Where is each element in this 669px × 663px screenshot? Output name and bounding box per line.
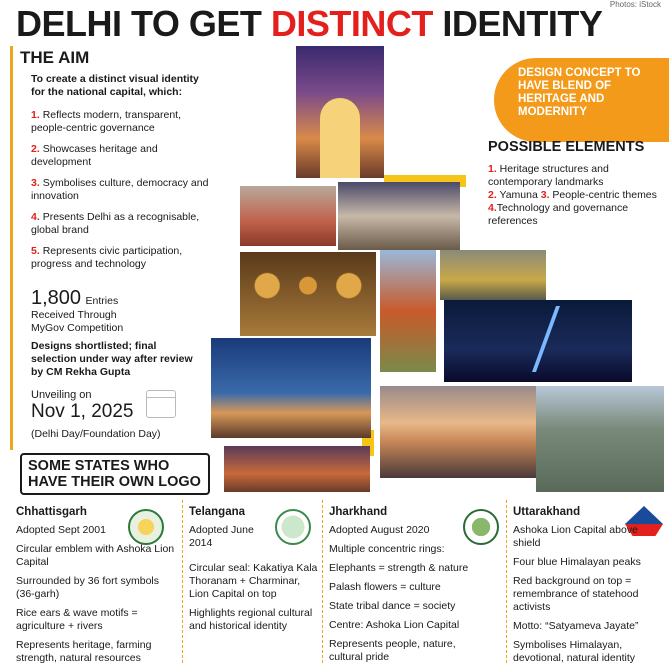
state-fact: Circular seal: Kakatiya Kala Thoranam + Charminar, Lion Capital on top: [189, 562, 318, 600]
entries-stat: [31, 288, 151, 334]
aim-item-number: 4.: [31, 211, 40, 223]
aim-list: [31, 109, 209, 279]
state-name: Uttarakhand: [513, 506, 581, 518]
state-fact: State tribal dance = society: [329, 600, 456, 612]
concept-banner: DESIGN CONCEPT TO HAVE BLEND OF HERITAGE AND MODERNITY: [494, 58, 669, 142]
title-part-3: IDENTITY: [432, 3, 603, 44]
entries-sublabel: Received Through MyGov Competition: [31, 309, 124, 334]
state-name: Chhattisgarh: [16, 506, 87, 518]
aim-item-text: Showcases heritage and development: [31, 143, 158, 168]
red-fort-photo: [240, 186, 336, 246]
state-fact: Palash flowers = culture: [329, 581, 441, 593]
state-fact: Represents people, nature, cultural pride: [329, 638, 456, 663]
element-text: People-centric themes: [549, 189, 657, 201]
state-card-chhattisgarh: [10, 500, 177, 663]
street-traffic-photo: [440, 250, 546, 300]
element-number: 1.: [488, 163, 497, 175]
connaught-place-photo: [338, 182, 460, 250]
state-fact: Adopted August 2020: [329, 524, 430, 536]
state-fact: Circular emblem with Ashoka Lion Capital: [16, 543, 175, 568]
unveiling-sub: (Delhi Day/Foundation Day): [31, 428, 161, 440]
shortlist-note: Designs shortlisted; final selection under way after review by CM Rekha Gupta: [31, 340, 193, 378]
state-card-uttarakhand: [506, 500, 664, 663]
state-fact: Motto: “Satyameva Jayate”: [513, 620, 639, 632]
element-number: 3.: [540, 189, 550, 201]
temple-bells-photo: [240, 252, 376, 336]
aim-item-text: Reflects modern, transparent, people-centric governance: [31, 109, 182, 134]
state-card-telangana: [182, 500, 320, 663]
aim-item-number: 2.: [31, 143, 40, 155]
aim-item: [31, 143, 209, 169]
state-name: Telangana: [189, 506, 246, 518]
state-fact: Highlights regional cultural and historical identity: [189, 607, 313, 632]
photo-credit: Photos: iStock: [609, 0, 661, 9]
elements-heading: POSSIBLE ELEMENTS: [488, 139, 645, 155]
telangana-emblem-icon: [275, 509, 311, 545]
india-gate-photo: [296, 46, 384, 178]
state-fact: Elephants = strength & nature: [329, 562, 469, 574]
title-part-1: DELHI TO GET: [16, 3, 271, 44]
yamuna-photo: [380, 386, 536, 478]
calendar-icon: [146, 390, 176, 418]
state-fact: Surrounded by 36 fort symbols (36-garh): [16, 575, 159, 600]
hanuman-statue-photo: [380, 250, 436, 372]
element-text: Technology and governance references: [488, 202, 629, 227]
state-fact: Adopted Sept 2001: [16, 524, 106, 536]
state-fact: Rice ears & wave motifs = agriculture + rivers: [16, 607, 138, 632]
aim-item-text: Symbolises culture, democracy and innovation: [31, 177, 209, 202]
aim-intro: To create a distinct visual identity for the national capital, which:: [31, 73, 199, 98]
element-text: Heritage structures and contemporary landmarks: [488, 163, 609, 188]
aim-item: [31, 211, 209, 237]
state-fact: Represents heritage, farming strength, natural resources: [16, 639, 152, 663]
element-number: 4.: [488, 202, 497, 214]
jama-masjid-photo: [211, 338, 371, 438]
states-heading: SOME STATES WHO HAVE THEIR OWN LOGO: [20, 453, 210, 495]
title-part-2: DISTINCT: [270, 3, 433, 44]
aim-item-number: 1.: [31, 109, 40, 121]
aim-item: [31, 177, 209, 203]
state-name: Jharkhand: [329, 506, 388, 518]
signature-bridge-photo: [444, 300, 632, 382]
entries-label: Entries: [85, 295, 119, 307]
state-card-jharkhand: [322, 500, 506, 663]
aim-item: [31, 245, 209, 271]
element-number: 2.: [488, 189, 497, 201]
state-fact: Adopted June 2014: [189, 524, 254, 549]
states-grid: [10, 500, 664, 663]
element-text: Yamuna: [496, 189, 541, 201]
elements-text: [488, 163, 666, 228]
unveiling-label: Unveiling on: [31, 389, 92, 401]
state-fact: Symbolises Himalayan, devotional, natural identity: [513, 639, 635, 663]
state-fact: Red background on top = remembrance of statehood activists: [513, 575, 639, 613]
state-fact: Four blue Himalayan peaks: [513, 556, 641, 568]
page-title: [16, 4, 602, 44]
aim-item: [31, 109, 209, 135]
aim-item-number: 3.: [31, 177, 40, 189]
state-fact: Multiple concentric rings:: [329, 543, 445, 555]
unveiling-date: Nov 1, 2025: [31, 401, 134, 422]
entries-count: 1,800: [31, 287, 82, 309]
kartavya-path-photo: [224, 446, 370, 492]
state-fact: Centre: Ashoka Lion Capital: [329, 619, 460, 631]
aim-item-text: Represents civic participation, progress and technology: [31, 245, 183, 270]
aim-heading: THE AIM: [20, 48, 90, 67]
state-fact: Ashoka Lion Capital above shield: [513, 524, 638, 549]
aim-item-number: 5.: [31, 245, 40, 257]
expressway-photo: [536, 386, 664, 492]
aim-item-text: Presents Delhi as a recognisable, global brand: [31, 211, 200, 236]
